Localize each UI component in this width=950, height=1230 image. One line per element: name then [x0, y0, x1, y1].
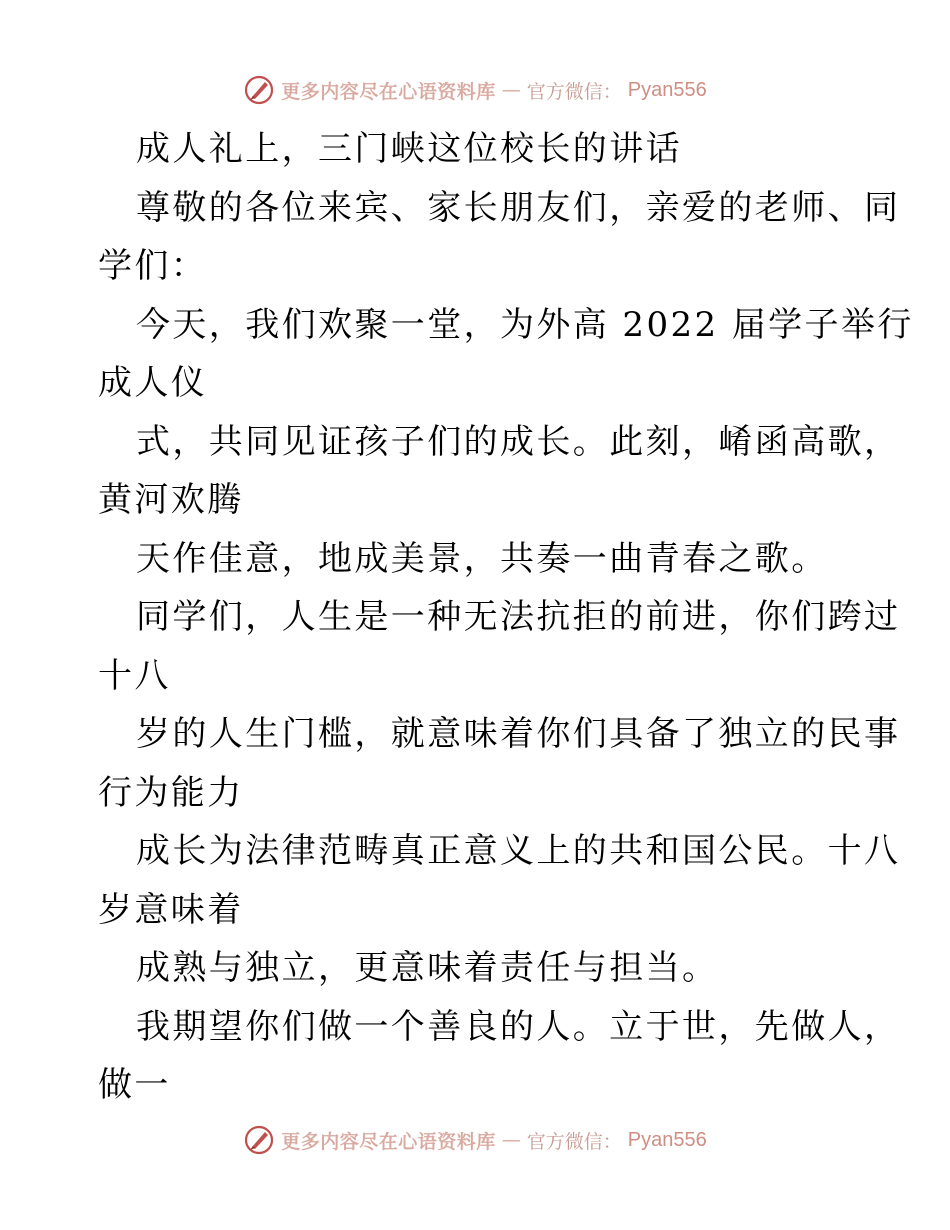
paragraph-line: 学们： — [98, 246, 208, 286]
header-watermark — [0, 70, 950, 110]
paragraph-line: 今天，我们欢聚一堂，为外高 2022 届学子举行 — [136, 304, 914, 345]
document-body — [98, 120, 914, 1115]
quill-pen-logo-icon — [243, 1124, 275, 1156]
watermark-sub-text: 官方微信： — [526, 80, 622, 103]
watermark-dash: — — [501, 1129, 521, 1151]
paragraph-line: 十八 — [98, 655, 171, 696]
paragraph-line: 岁的人生门槛，就意味着你们具备了独立的民事 — [136, 714, 901, 754]
watermark-main-text: 更多内容尽在心语资料库 — [281, 80, 496, 103]
watermark-sub-text: 官方微信： — [526, 1130, 622, 1153]
paragraph-line: 岁意味着 — [98, 889, 244, 930]
paragraph-line: 同学们，人生是一种无法抗拒的前进，你们跨过 — [136, 597, 901, 637]
paragraph-line: 成人仪 — [98, 363, 208, 403]
paragraph-line: 尊敬的各位来宾、家长朋友们，亲爱的老师、同 — [136, 187, 901, 228]
paragraph-line: 式，共同见证孩子们的成长。此刻，崤函高歌， — [136, 421, 901, 462]
paragraph-line: 做一 — [98, 1065, 171, 1105]
quill-pen-logo-icon — [243, 74, 275, 106]
paragraph-line: 成长为法律范畴真正意义上的共和国公民。十八 — [136, 831, 901, 871]
watermark-wechat-id: Pyan556 — [627, 1128, 707, 1151]
paragraph-line: 成熟与独立，更意味着责任与担当。 — [136, 948, 719, 988]
paragraph-line: 成人礼上，三门峡这位校长的讲话 — [136, 129, 682, 169]
paragraph-line: 天作佳意，地成美景，共奏一曲青春之歌。 — [136, 538, 828, 579]
paragraph-line: 行为能力 — [98, 772, 244, 813]
paragraph-line: 黄河欢腾 — [98, 480, 244, 520]
footer-watermark — [0, 1120, 950, 1160]
watermark-main-text: 更多内容尽在心语资料库 — [281, 1130, 496, 1153]
watermark-dash: — — [501, 79, 521, 101]
watermark-wechat-id: Pyan556 — [627, 78, 707, 101]
paragraph-line: 我期望你们做一个善良的人。立于世，先做人， — [136, 1006, 901, 1047]
